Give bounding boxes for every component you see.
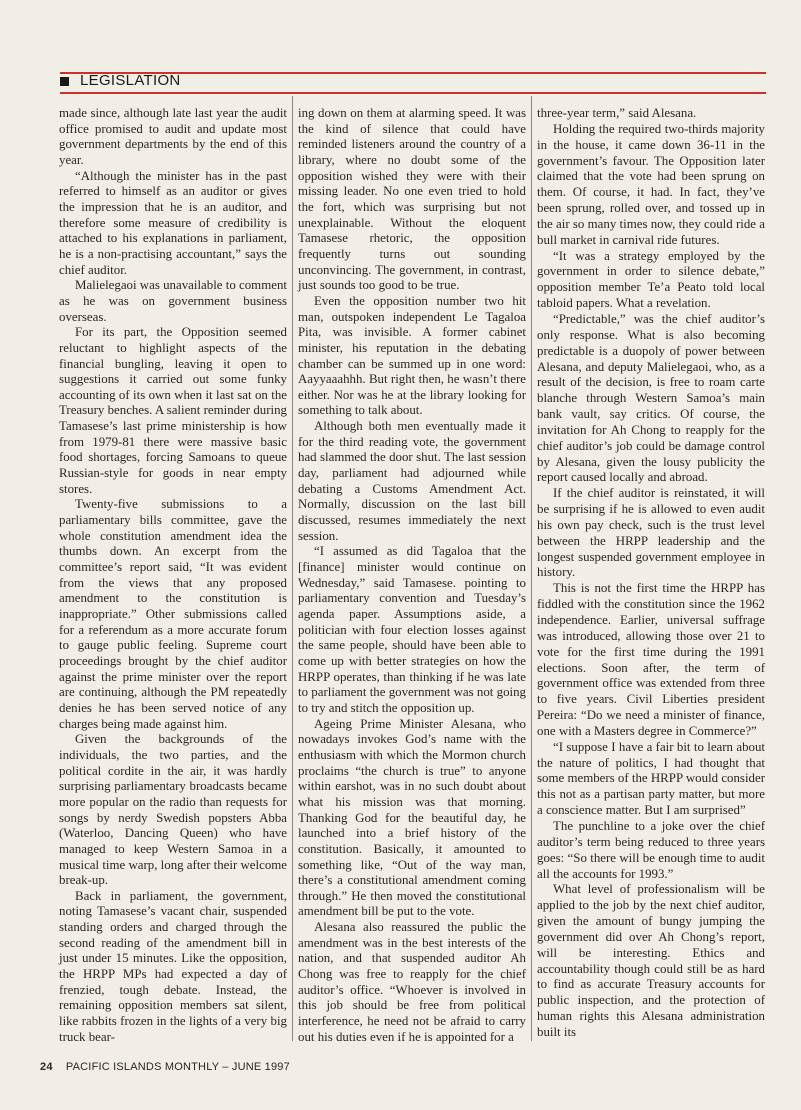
paragraph: made since, although late last year the audit office promised to audit and update most government departments by the end of this year. <box>59 106 287 167</box>
paragraph: Even the opposition number two hit man, outspoken independent Le Tagaloa Pita, was invisible. A former cabinet minister, his reputation in the debating chamber can be summed up in one word: Aayyaaahhh. But right then, he wasn’t there either. Nor was he at the library looking for something to talk about. <box>298 293 526 418</box>
paragraph: If the chief auditor is reinstated, it will be surprising if he is allowed to even audit his own pay check, such is the trust level between the HRPP leadership and the longest suspended government employee in history. <box>537 486 765 580</box>
page-number: 24 <box>40 1061 53 1073</box>
paragraph: “Although the minister has in the past referred to himself as an auditor or gives the impression that he is an auditor, and therefore some measure of credibility is attached to his explanations in parliament, he is a non-practising accountant,” says the chief auditor. <box>59 168 287 277</box>
paragraph: Holding the required two-thirds majority in the house, it came down 36-11 in the government’s favour. The Opposition later claimed that the vote had been sprung on them. Of course, it had. In fact, they’ve been sprung, rolled over, and tossed up in the air so many times now, they could ride a bull market in carnival ride futures. <box>537 121 765 247</box>
section-header <box>60 70 766 92</box>
paragraph: This is not the first time the HRPP has fiddled with the constitution since the 1962 independence. Earlier, universal suffrage was introduced, allowing those over 21 to vote for the first time during the 1991 elections. Soon after, the term of government office was extended from three to five years. Civil Liberties president Pereira: “Do we need a minister of finance, one with a Masters degree in Commerce?” <box>537 581 765 738</box>
header-bottom-rule <box>60 92 766 94</box>
paragraph: three-year term,” said Alesana. <box>537 106 697 120</box>
column-divider <box>531 96 532 1041</box>
paragraph: Malielegaoi was unavailable to comment as he was on government business overseas. <box>59 278 287 324</box>
paragraph: “I assumed as did Tagaloa that the [finance] minister would continue on Wednesday,” said Tamasese. pointing to parliamentary convention and Tuesday’s agenda paper. Assumptions aside, a politician with four election losses against the same people, should have been able to come up with better strategies on how the HRPP operates, than thinking if he was late to parliament the government was not going to try and stitch the opposition up. <box>298 544 526 715</box>
paragraph: “It was a strategy employed by the government in order to silence debate,” opposition member Te’a Peato told local tabloid papers. What a revelation. <box>537 248 765 311</box>
article-column-3 <box>537 106 765 1041</box>
article-column-2 <box>298 106 526 1045</box>
paragraph: Although both men eventually made it for the third reading vote, the government had slammed the door shut. The last session day, parliament had adjourned while debating a Customs Amendment Act. Normally, discussion on the last bill discussed, resumes immediately the next session. <box>298 419 526 543</box>
article-column-1 <box>59 106 287 1045</box>
section-title: LEGISLATION <box>80 72 181 89</box>
paragraph: Back in parliament, the government, noting Tamasese’s vacant chair, suspended standing orders and charged through the second reading of the amendment bill in just under 15 minutes. Like the opposition, the HRPP MPs had expected a day of frenzied, tough debate. Instead, the remaining opposition members sat silent, like rabbits frozen in the lights of a very big truck bear- <box>59 888 287 1044</box>
column-divider <box>292 96 293 1041</box>
paragraph: “Predictable,” was the chief auditor’s only response. What is also becoming predictable is a duopoly of power between Alesana, and deputy Malielegaoi, who, as a result of the decision, is free to roam carte blanche through Western Samoa’s main bank vault, say critics. Of course, the invitation for Ah Chong to reapply for the chief auditor’s job could be damage control by Alesana, given the lousy publicity the report caused locally and abroad. <box>537 311 765 485</box>
section-bullet-icon <box>60 77 69 86</box>
page-footer <box>40 1061 290 1073</box>
paragraph: “I suppose I have a fair bit to learn about the nature of politics, I had thought that some members of the HRPP would consider this not as a partisan party matter, but more a conscience matter. But I am surprised” <box>537 739 765 818</box>
paragraph: The punchline to a joke over the chief auditor’s term being reduced to three years goes: “So there will be enough time to audit all the accounts for 1993.” <box>537 818 765 881</box>
paragraph: ing down on them at alarming speed. It was the kind of silence that could have reminded listeners around the country of a library, where no doubt some of the opposition wished they were with their missing leader. No one even tried to hold the fort, which was surprising but not unexplainable. Without the eloquent Tamasese rhetoric, the opposition frequently turns out sounding unconvincing. The government, in contrast, just sounds too good to be true. <box>298 106 526 293</box>
paragraph: What level of professionalism will be applied to the job by the next chief auditor, given the amount of bungy jumping the government did over Ah Chong’s report, will be interesting. Ethics and accountability though could still be as hard to find as accurate Treasury accounts for public inspection, and the protection of human rights this Alesana administration built its <box>537 882 765 1039</box>
paragraph: Alesana also reassured the public the amendment was in the best interests of the nation, and that suspended auditor Ah Chong was free to reapply for the chief auditor’s office. “Whoever is involved in this job should be free from political interference, he need not be afraid to carry out his duties even if he is appointed for a <box>298 920 526 1044</box>
publication-line: PACIFIC ISLANDS MONTHLY – JUNE 1997 <box>65 1061 290 1073</box>
paragraph: For its part, the Opposition seemed reluctant to highlight aspects of the financial bungling, leaving it open to suggestions it carried out some funky accounting of its own when it last sat on the Treasury benches. A salient reminder during Tamasese’s last prime ministership is how from 1979-81 there were massive basic food shortages, forcing Samoans to queue Russian-style for goods in near empty stores. <box>59 325 287 496</box>
paragraph: Given the backgrounds of the individuals, the two parties, and the political cordite in the air, it was hardly surprising parliamentary broadcasts became more popular on the radio than requests for songs by nerdy Swedish popsters Abba (Waterloo, Dancing Queen) who have managed to keep Western Samoa in a musical time warp, long after their welcome break-up. <box>59 732 288 888</box>
paragraph: Ageing Prime Minister Alesana, who nowadays invokes God’s name with the enthusiasm with which the Mormon church proclaims “the church is true” to anyone within earshot, was in no such doubt about what his mission was that morning. Thanking God for the beautiful day, he launched into a brief history of the constitution. Basically, it amounted to something like, “Out of the way man, there’s a constitutional amendment coming through.” He then moved the constitutional amendment bill be put to the vote. <box>298 716 526 919</box>
paragraph: Twenty-five submissions to a parliamentary bills committee, gave the whole constitution amendment idea the thumbs down. An excerpt from the committee’s report said, “It was evident from the views that any proposed amendment to the constitution is inappropriate.” Other submissions called for a referendum as a more accurate forum to gauge public feeling. Supreme court proceedings brought by the chief auditor against the prime minister over the report are continuing, although the PM repeatedly denies he has been served notice of any charges being made against him. <box>59 497 287 731</box>
